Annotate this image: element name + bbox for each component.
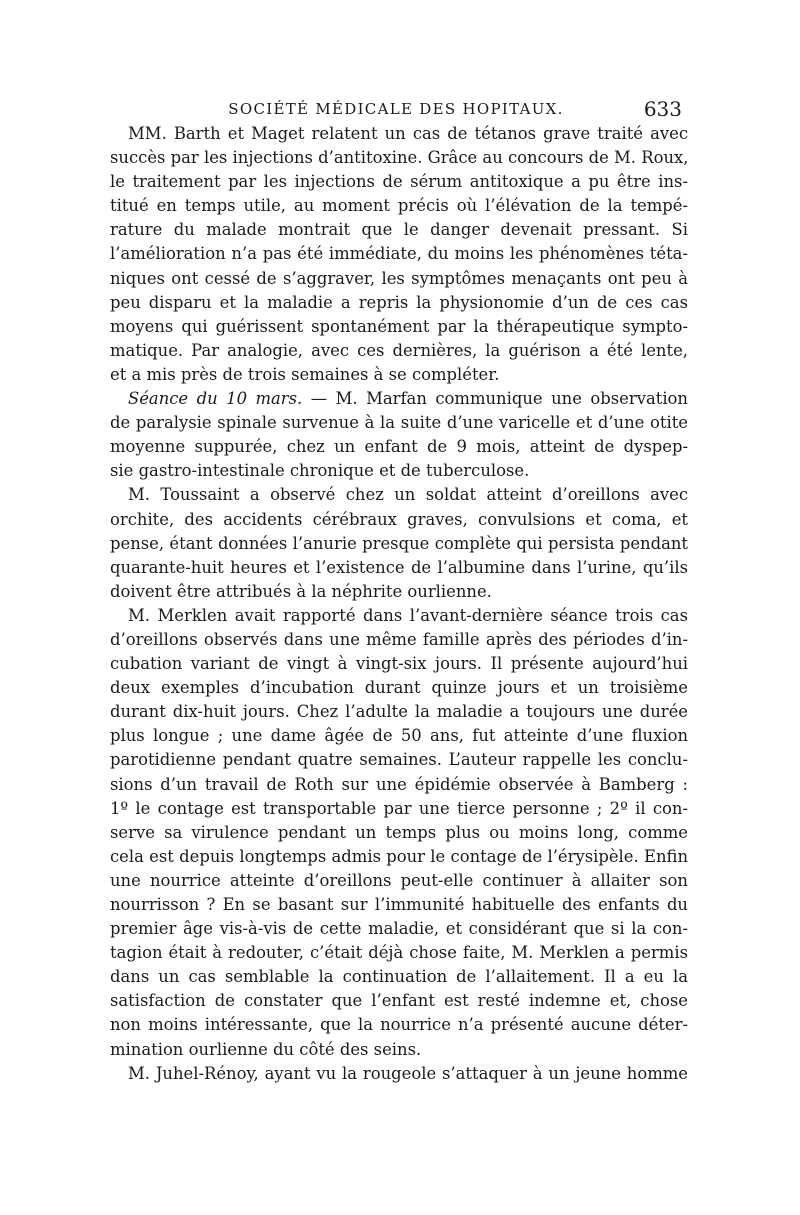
text-line: parotidienne pendant quatre semaines. L’auteur rappelle les conclu- bbox=[110, 750, 688, 770]
text-line: titué en temps utile, au moment précis où l’élévation de la tempé- bbox=[110, 196, 688, 216]
text-line: premier âge vis-à-vis de cette maladie, et considérant que si la con- bbox=[110, 919, 688, 939]
text-line: moyens qui guérissent spontanément par la thérapeutique sympto- bbox=[110, 316, 688, 336]
text-line: l’amélioration n’a pas été immédiate, du moins les phénomènes téta- bbox=[110, 244, 688, 264]
text-line: M. Toussaint a observé chez un soldat atteint d’oreillons avec bbox=[128, 485, 688, 505]
text-line: peu disparu et la maladie a repris la physionomie d’un de ces cas bbox=[110, 292, 688, 312]
text-line: dans un cas semblable la continuation de l’allaitement. Il a eu la bbox=[110, 967, 688, 987]
text-line: sions d’un travail de Roth sur une épidémie observée à Bamberg : bbox=[110, 774, 688, 794]
text-line: rature du malade montrait que le danger devenait pressant. Si bbox=[110, 220, 688, 240]
text-line: de paralysie spinale survenue à la suite d’une varicelle et d’une otite bbox=[110, 413, 688, 433]
text-line: mination ourlienne du côté des seins. bbox=[110, 1039, 422, 1059]
text-line: plus longue ; une dame âgée de 50 ans, fut atteinte d’une fluxion bbox=[110, 726, 688, 746]
page-number: 633 bbox=[643, 97, 682, 121]
text-line: doivent être attribués à la néphrite ourlienne. bbox=[110, 581, 492, 601]
text-line: 1º le contage est transportable par une tierce personne ; 2º il con- bbox=[110, 798, 688, 818]
running-head bbox=[110, 96, 682, 122]
running-title: SOCIÉTÉ MÉDICALE DES HOPITAUX. bbox=[228, 100, 564, 118]
text-line: d’oreillons observés dans une même famille après des périodes d’in- bbox=[110, 629, 688, 649]
text-line: le traitement par les injections de sérum antitoxique a pu être ins- bbox=[110, 172, 688, 192]
text-line: niques ont cessé de s’aggraver, les symptômes menaçants ont peu à bbox=[110, 268, 688, 288]
text-line: moyenne suppurée, chez un enfant de 9 mois, atteint de dyspep- bbox=[110, 437, 688, 457]
text-line: M. Merklen avait rapporté dans l’avant-dernière séance trois cas bbox=[128, 605, 688, 625]
text-line: nourrisson ? En se basant sur l’immunité habituelle des enfants du bbox=[110, 895, 688, 914]
text-line: orchite, des accidents cérébraux graves, convulsions et coma, et bbox=[110, 509, 688, 529]
text-line: MM. Barth et Maget relatent un cas de tétanos grave traité avec bbox=[128, 124, 688, 143]
session-lead-text: — M. Marfan communique une observation bbox=[302, 389, 688, 409]
text-line: durant dix-huit jours. Chez l’adulte la maladie a toujours une durée bbox=[110, 702, 688, 722]
session-date: Séance du 10 mars. bbox=[128, 389, 303, 409]
text-line: cela est depuis longtemps admis pour le contage de l’érysipèle. Enfin bbox=[110, 846, 688, 866]
section-lead-line bbox=[110, 387, 688, 411]
text-line: sie gastro-intestinale chronique et de tuberculose. bbox=[110, 461, 530, 481]
text-line: succès par les injections d’antitoxine. Grâce au concours de M. Roux, bbox=[110, 148, 689, 168]
text-line: et a mis près de trois semaines à se compléter. bbox=[110, 364, 500, 384]
text-line: deux exemples d’incubation durant quinze jours et un troisième bbox=[110, 678, 688, 698]
text-line: cubation variant de vingt à vingt-six jours. Il présente aujourd’hui bbox=[110, 654, 688, 674]
text-line: satisfaction de constater que l’enfant est resté indemne et, chose bbox=[110, 991, 688, 1011]
body-text bbox=[110, 122, 688, 1086]
text-line: une nourrice atteinte d’oreillons peut-elle continuer à allaiter son bbox=[110, 870, 688, 890]
text-line: M. Juhel-Rénoy, ayant vu la rougeole s’attaquer à un jeune homme bbox=[128, 1063, 688, 1083]
text-line: tagion était à redouter, c’était déjà chose faite, M. Merklen a permis bbox=[110, 943, 688, 963]
text-line: matique. Par analogie, avec ces dernières, la guérison a été lente, bbox=[110, 340, 688, 360]
text-line: quarante-huit heures et l’existence de l’albumine dans l’urine, qu’ils bbox=[110, 557, 688, 577]
text-line: non moins intéressante, que la nourrice n’a présenté aucune déter- bbox=[110, 1015, 688, 1035]
text-line: pense, étant données l’anurie presque complète qui persista pendant bbox=[110, 533, 688, 553]
text-line: serve sa virulence pendant un temps plus ou moins long, comme bbox=[110, 822, 688, 842]
